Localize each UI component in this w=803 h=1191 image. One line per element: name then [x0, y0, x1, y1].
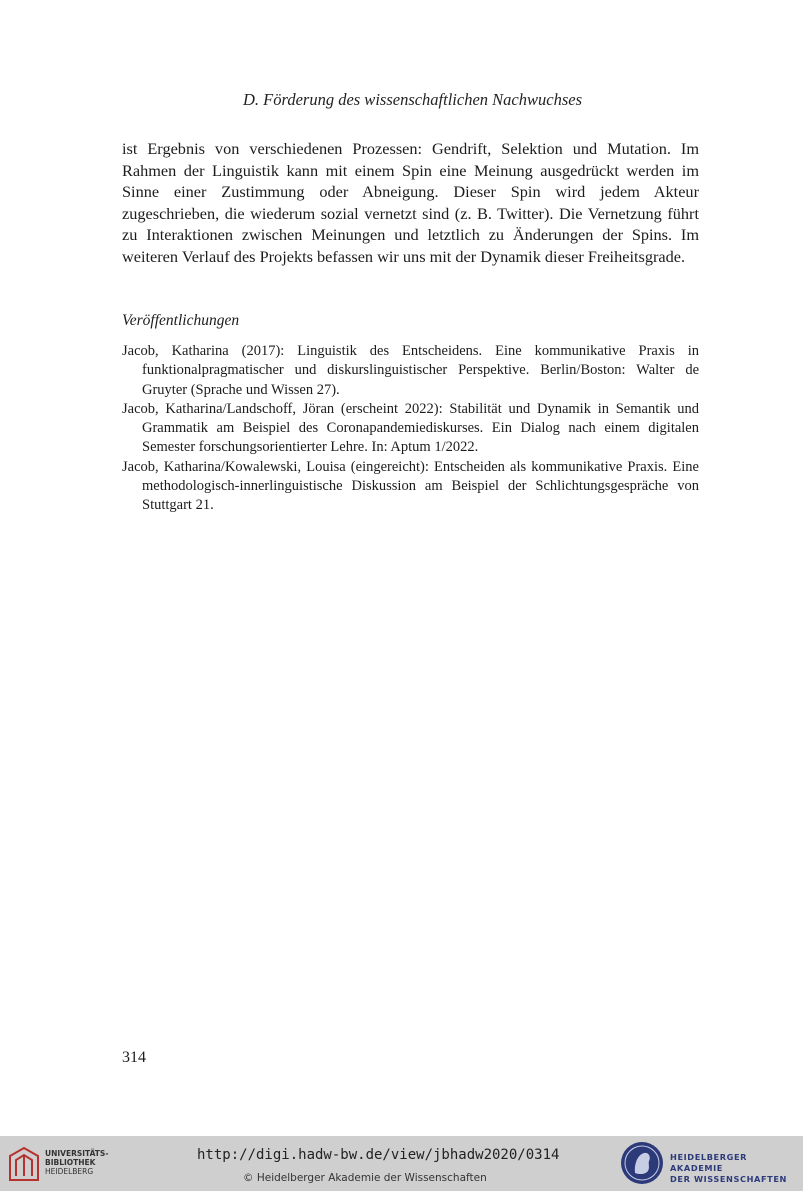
copyright-notice: © Heidelberger Akademie der Wissenschaften [243, 1172, 487, 1184]
library-logo-icon[interactable] [8, 1146, 40, 1182]
academy-name-line: HEIDELBERGER AKADEMIE [670, 1152, 748, 1173]
page-number: 314 [122, 1049, 146, 1066]
reference-list [122, 342, 699, 516]
reference-item: Jacob, Katharina/Kowalewski, Louisa (eingereicht): Entscheiden als kommunikative Praxis. Eine methodologisch-innerlinguistische Diskussion am Beispiel der Schlichtungsgespräche von Stuttgart 21. [122, 458, 699, 514]
library-name-line: BIBLIOTHEK [45, 1158, 96, 1167]
reference-item: Jacob, Katharina (2017): Linguistik des Entscheidens. Eine kommunikative Praxis in funktionalpragmatischer und diskurslinguistischer Perspektive. Berlin/Boston: Walter de Gruyter (Sprache und Wissen 27). [122, 343, 699, 398]
academy-seal-icon[interactable] [620, 1141, 664, 1185]
viewer-footer [0, 1136, 803, 1191]
academy-name-line: DER WISSENSCHAFTEN [670, 1174, 788, 1184]
running-head: D. Förderung des wissenschaftlichen Nachwuchses [243, 90, 582, 109]
section-heading: Veröffentlichungen [122, 312, 240, 329]
body-paragraph: ist Ergebnis von verschiedenen Prozessen: Gendrift, Selektion und Mutation. Im Rahmen der Linguistik kann mit einem Spin eine Meinung ausgedrückt werden im Sinne einer Zustimmung oder Abneigung. Dieser Spin wird jedem Akteur zugeschrieben, die wiederum sozial vernetzt sind (z. B. Twitter). Die Vernetzung führt zu Interaktionen zwischen Meinungen und letztlich zu Änderungen der Spins. Im weiteren Verlauf des Projekts befassen wir uns mit der Dynamik dieser Freiheitsgrade. [122, 139, 699, 266]
library-name-line: HEIDELBERG [45, 1167, 94, 1176]
library-name[interactable] [45, 1149, 108, 1176]
library-name-line: UNIVERSITÄTS- [45, 1149, 109, 1158]
permalink-url[interactable]: http://digi.hadw-bw.de/view/jbhadw2020/0314 [197, 1147, 560, 1163]
academy-name[interactable] [670, 1152, 803, 1185]
reference-item: Jacob, Katharina/Landschoff, Jöran (erscheint 2022): Stabilität und Dynamik in Semantik und Grammatik am Beispiel des Coronapandemiediskurses. Ein Dialog nach einem digitalen Semester forschungsorientierter Lehre. In: Aptum 1/2022. [122, 400, 699, 456]
